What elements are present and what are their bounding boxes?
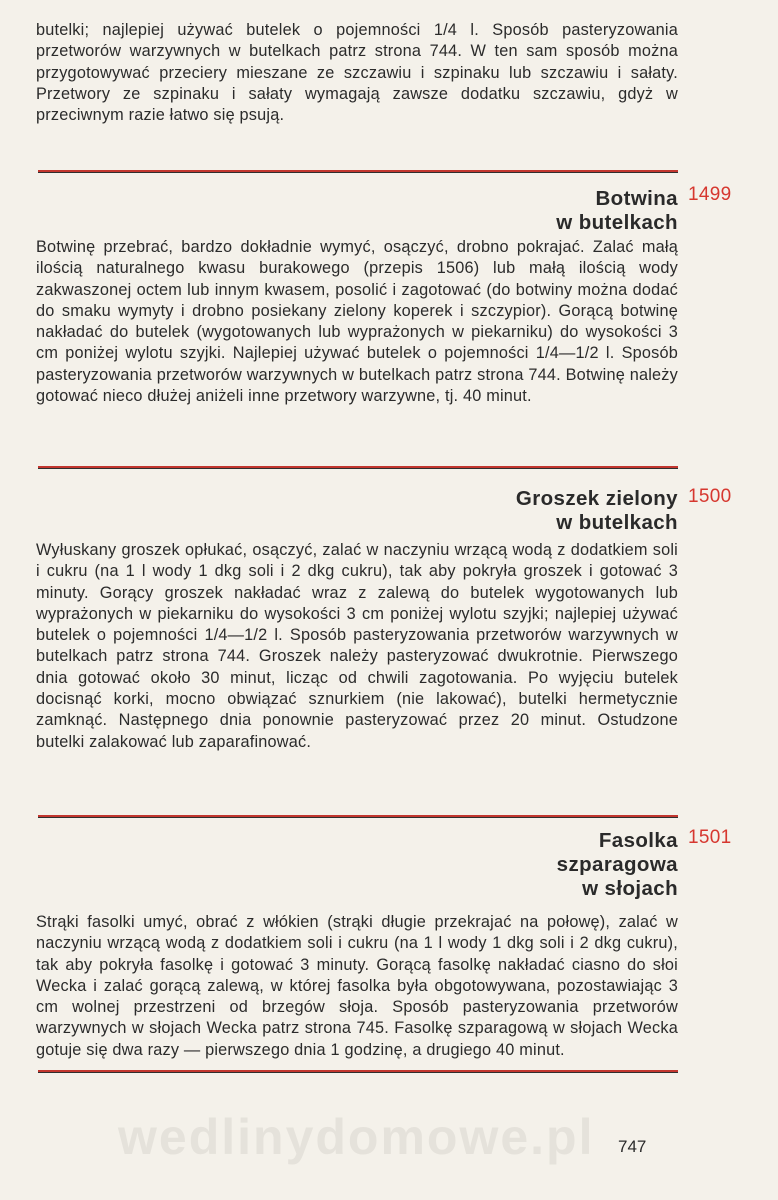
recipe-title-line: Botwina xyxy=(595,187,678,210)
section-divider xyxy=(38,1070,678,1072)
page-number: 747 xyxy=(618,1137,647,1156)
recipe-body: Wyłuskany groszek opłukać, osączyć, zalać w naczyniu wrzącą wodą z dodatkiem soli i cukru (na 1 l wody 1 dkg soli i 2 dkg cukru), tak aby pokryła groszek i gotować 3 minuty. Gorący groszek nakładać wraz z zalewą do butelek wygotowanych lub wyprażonych w piekarniku do wysokości 3 cm poniżej wylotu szyjki; najlepiej używać butelek o pojemności 1/4—1/2 l. Sposób pasteryzowania przetworów warzywnych w butelkach patrz strona 744. Groszek należy pasteryzować dwukrotnie. Pierwszego dnia gotować około 30 minut, licząc od chwili zagotowania. Po wyjęciu butelek docisnąć korki, mocno obwiązać sznurkiem (nie lakować), butelki hermetycznie zamknąć. Następnego dnia ponownie pasteryzować przez 20 minut. Ostudzone butelki zalakować lub zaparafinować. xyxy=(36,541,678,751)
section-divider xyxy=(38,815,678,817)
recipe-body: Botwinę przebrać, bardzo dokładnie wymyć, osączyć, drobno pokrajać. Zalać małą ilością naturalnego kwasu burakowego (przepis 1506) lub małą ilością wody zakwaszonej octem lub innym kwasem, posolić i zagotować (do botwiny można dodać do smaku wymyty i drobno posiekany zielony koperek i szczypior). Gorącą botwinę nakładać do butelek (wygotowanych lub wyprażonych w piekarniku) do wysokości 3 cm poniżej wylotu szyjki. Najlepiej używać butelek o pojemności 1/4—1/2 l. Sposób pasteryzowania przetworów warzywnych w butelkach patrz strona 744. Botwinę należy gotować nieco dłużej aniżeli inne przetwory warzywne, tj. 40 minut. xyxy=(36,238,678,406)
recipe-number: 1499 xyxy=(688,184,732,205)
recipe-title-line: Groszek zielony xyxy=(515,487,678,510)
recipe-number: 1500 xyxy=(688,486,732,507)
recipe-title xyxy=(516,487,678,535)
recipe-title xyxy=(556,187,678,235)
recipe-title-line: w butelkach xyxy=(556,211,678,234)
intro-paragraph: butelki; najlepiej używać butelek o pojemności 1/4 l. Sposób pasteryzowania przetworów warzywnych w butelkach patrz strona 744. W ten sam sposób można przygotowywać przeciery mieszane ze szczawiu i szpinaku lub szczawiu i sałaty. Przetwory ze szpinaku i sałaty wymagają zawsze dodatku szczawiu, gdyż w przeciwnym razie łatwo się psują. xyxy=(36,21,678,125)
watermark: wedlinydomowe.pl xyxy=(118,1109,595,1165)
recipe-title-line: w butelkach xyxy=(556,511,678,534)
recipe-title-line: szparagowa xyxy=(556,853,678,876)
recipe-title-line: w słojach xyxy=(582,877,678,900)
recipe-title xyxy=(557,829,678,901)
recipe-body: Strąki fasolki umyć, obrać z włókien (strąki długie przekrajać na połowę), zalać w naczyniu wrzącą wodą z dodatkiem soli i cukru (na 1 l wody 1 dkg soli i 2 dkg cukru), tak aby pokryła fasolkę i gotować 3 minuty. Gorącą fasolkę nakładać ciasno do słoi Wecka i zalać gorącą zalewą, w której fasolka była obgotowywana, pozostawiając 3 cm wolnej przestrzeni od brzegów słoja. Sposób pasteryzowania przetworów warzywnych w słojach Wecka patrz strona 745. Fasolkę szparagową w słojach Wecka gotuje się dwa razy — pierwszego dnia 1 godzinę, a drugiego 40 minut. xyxy=(36,913,678,1059)
recipe-number: 1501 xyxy=(688,827,732,848)
section-divider xyxy=(38,466,678,468)
recipe-title-line: Fasolka xyxy=(598,829,678,852)
section-divider xyxy=(38,170,678,172)
